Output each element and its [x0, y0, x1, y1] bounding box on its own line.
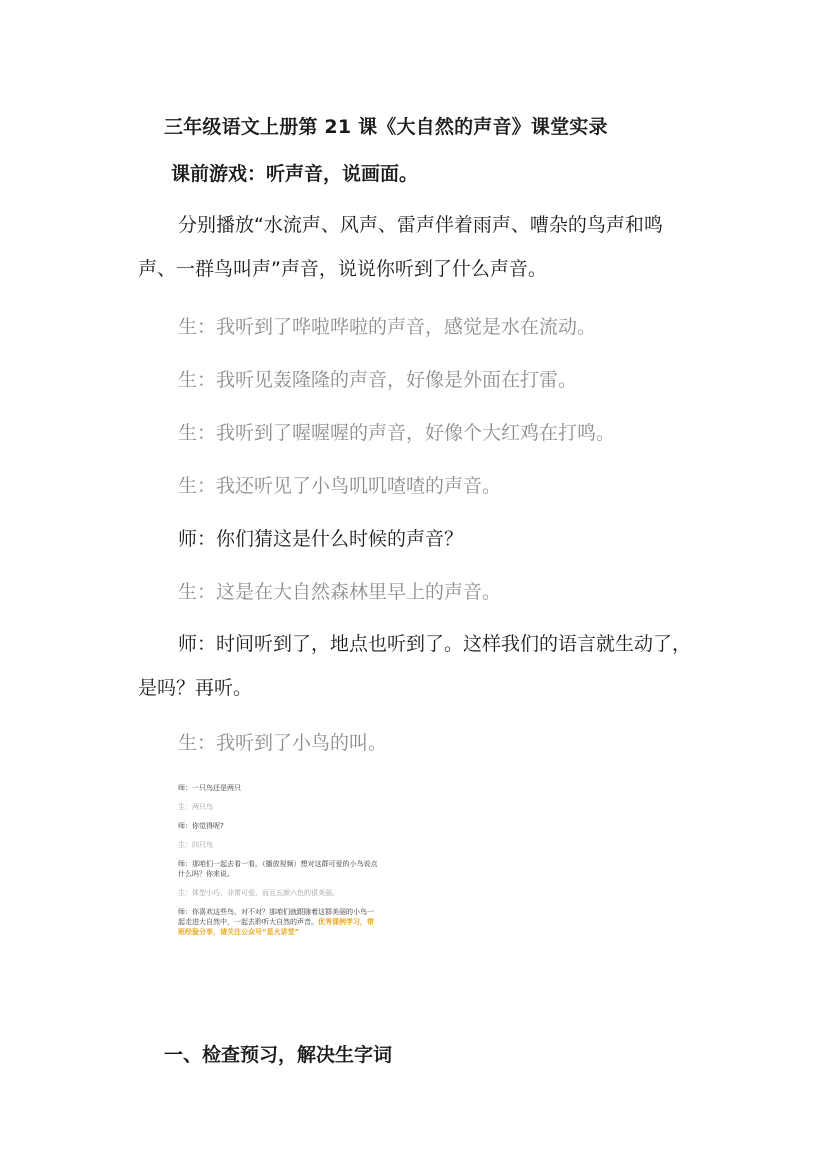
subtitle-highlight: 优秀课例学习，带班经验分享，请关注公众号“星火讲堂”: [178, 918, 374, 936]
dialogue-line: 生：我听到了哗啦哗啦的声音，感觉是水在流动。: [178, 316, 597, 338]
subtitle-line: [178, 907, 378, 937]
teacher-paragraph: 师：时间听到了，地点也听到了。这样我们的语言就生动了，是吗？再听。: [138, 633, 692, 699]
dialogue-line: 生：这是在大自然森林里早上的声音。: [178, 581, 502, 603]
last-student-line: 生：我听到了小鸟的叫。: [178, 732, 388, 754]
subtitle-line: 师：你觉得呢?: [178, 822, 224, 830]
subtitle-line: 师：一只鸟还是两只: [178, 784, 241, 792]
dialogue-line: 生：我还听见了小鸟叽叽喳喳的声音。: [178, 475, 502, 497]
dialogue-line: 生：我听见轰隆隆的声音，好像是外面在打雷。: [178, 369, 578, 391]
section-heading: 一、检查预习，解决生字词: [164, 1044, 393, 1066]
subtitle-line: 生：四只鸟: [178, 841, 213, 849]
dialogue-line: 生：我听到了喔喔喔的声音，好像个大红鸡在打鸣。: [178, 422, 616, 444]
subtitle-line: 师：那咱们一起去看一看。（播放视频）想对这群可爱的小鸟说点什么吗？你来说。: [178, 860, 378, 878]
document-title: 三年级语文上册第 21 课《大自然的声音》课堂实录: [164, 116, 608, 138]
intro-paragraph: 分别播放“水流声、风声、雷声伴着雨声、嘈杂的鸟声和鸣声、一群鸟叫声”声音，说说你听到了什么声音。: [138, 214, 663, 280]
subtitle-text: 师：你喜欢这些鸟，对不对？那咱们就跟随着这群美丽的小鸟一起走进大自然中，一起去聆听大自然的声音。: [178, 908, 374, 926]
dialogue-line: 师：你们猜这是什么时候的声音？: [178, 528, 464, 550]
embedded-video-subtitles: [178, 783, 378, 946]
subtitle-line: 生：两只鸟: [178, 803, 213, 811]
subtitle-line: 生：体型小巧，非常可爱，而且五颜六色的很美丽。: [178, 889, 339, 897]
pre-class-heading: 课前游戏：听声音，说画面。: [171, 163, 419, 185]
